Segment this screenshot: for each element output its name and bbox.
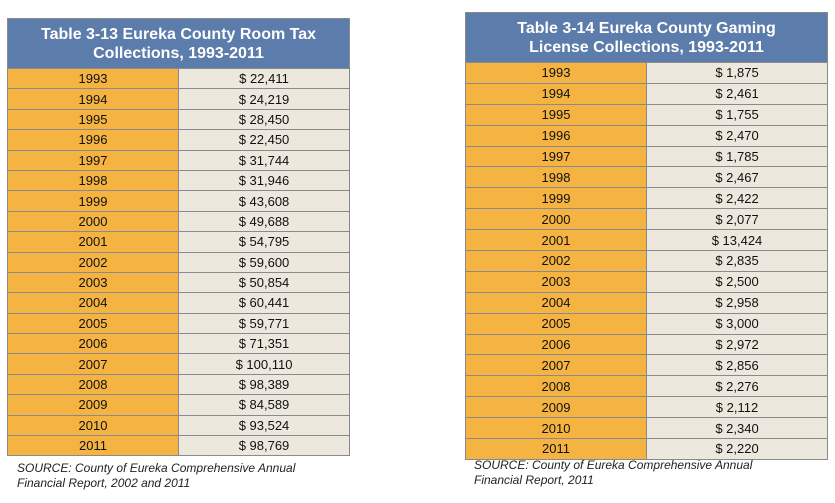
- room-tax-table-wrapper: [7, 18, 350, 456]
- gaming-source-line2: Financial Report, 2011: [474, 473, 594, 487]
- table-row: [8, 109, 350, 129]
- year-cell: 2009: [8, 395, 179, 415]
- table-row: [466, 397, 828, 418]
- year-cell: 1994: [466, 83, 647, 104]
- room-tax-table-body: [8, 69, 350, 456]
- amount-cell: $ 84,589: [179, 395, 350, 415]
- gaming-source-note: [474, 458, 814, 488]
- table-row: [8, 293, 350, 313]
- table-row: [466, 376, 828, 397]
- table-row: [466, 167, 828, 188]
- room-tax-source-line2: Financial Report, 2002 and 2011: [17, 476, 191, 490]
- year-cell: 2010: [466, 418, 647, 439]
- year-cell: 2011: [466, 439, 647, 460]
- amount-cell: $ 2,461: [647, 83, 828, 104]
- amount-cell: $ 2,958: [647, 292, 828, 313]
- amount-cell: $ 43,608: [179, 191, 350, 211]
- gaming-license-table-body: [466, 63, 828, 460]
- table-row: [466, 209, 828, 230]
- table-row: [466, 334, 828, 355]
- year-cell: 2008: [8, 374, 179, 394]
- amount-cell: $ 2,470: [647, 125, 828, 146]
- amount-cell: $ 24,219: [179, 89, 350, 109]
- amount-cell: $ 2,077: [647, 209, 828, 230]
- table-row: [8, 69, 350, 89]
- table-row: [466, 439, 828, 460]
- year-cell: 2010: [8, 415, 179, 435]
- amount-cell: $ 2,467: [647, 167, 828, 188]
- table-row: [466, 271, 828, 292]
- year-cell: 1999: [8, 191, 179, 211]
- amount-cell: $ 2,276: [647, 376, 828, 397]
- gaming-title-line1: Table 3-14 Eureka County Gaming: [517, 19, 776, 37]
- amount-cell: $ 2,340: [647, 418, 828, 439]
- year-cell: 2008: [466, 376, 647, 397]
- amount-cell: $ 31,946: [179, 170, 350, 190]
- table-row: [466, 292, 828, 313]
- amount-cell: $ 2,422: [647, 188, 828, 209]
- table-row: [8, 272, 350, 292]
- table-row: [466, 418, 828, 439]
- amount-cell: $ 49,688: [179, 211, 350, 231]
- year-cell: 2009: [466, 397, 647, 418]
- table-row: [466, 104, 828, 125]
- year-cell: 2005: [8, 313, 179, 333]
- table-row: [466, 63, 828, 84]
- amount-cell: $ 13,424: [647, 230, 828, 251]
- table-row: [8, 150, 350, 170]
- amount-cell: $ 59,600: [179, 252, 350, 272]
- table-row: [8, 415, 350, 435]
- table-row: [466, 146, 828, 167]
- table-row: [466, 355, 828, 376]
- year-cell: 2003: [466, 271, 647, 292]
- amount-cell: $ 71,351: [179, 334, 350, 354]
- gaming-title-line2: License Collections, 1993-2011: [529, 38, 764, 56]
- year-cell: 1995: [8, 109, 179, 129]
- room-tax-table-title: [8, 19, 350, 69]
- amount-cell: $ 50,854: [179, 272, 350, 292]
- year-cell: 1993: [466, 63, 647, 84]
- amount-cell: $ 22,411: [179, 69, 350, 89]
- amount-cell: $ 22,450: [179, 130, 350, 150]
- table-row: [8, 313, 350, 333]
- amount-cell: $ 2,835: [647, 251, 828, 272]
- amount-cell: $ 98,389: [179, 374, 350, 394]
- table-row: [8, 395, 350, 415]
- year-cell: 2001: [466, 230, 647, 251]
- amount-cell: $ 3,000: [647, 313, 828, 334]
- year-cell: 2004: [8, 293, 179, 313]
- table-row: [8, 89, 350, 109]
- amount-cell: $ 2,856: [647, 355, 828, 376]
- year-cell: 2006: [466, 334, 647, 355]
- amount-cell: $ 54,795: [179, 232, 350, 252]
- amount-cell: $ 28,450: [179, 109, 350, 129]
- table-row: [8, 436, 350, 456]
- table-row: [466, 251, 828, 272]
- year-cell: 1998: [466, 167, 647, 188]
- year-cell: 1998: [8, 170, 179, 190]
- amount-cell: $ 2,112: [647, 397, 828, 418]
- amount-cell: $ 1,875: [647, 63, 828, 84]
- table-row: [466, 313, 828, 334]
- year-cell: 2011: [8, 436, 179, 456]
- table-row: [466, 188, 828, 209]
- table-row: [8, 252, 350, 272]
- gaming-license-table: [465, 12, 828, 460]
- room-tax-source-note: [17, 461, 347, 491]
- amount-cell: $ 93,524: [179, 415, 350, 435]
- gaming-source-line1: SOURCE: County of Eureka Comprehensive Annual: [474, 458, 753, 472]
- gaming-license-table-wrapper: [465, 12, 828, 460]
- room-tax-title-line1: Table 3-13 Eureka County Room Tax: [40, 25, 317, 43]
- amount-cell: $ 2,220: [647, 439, 828, 460]
- year-cell: 2003: [8, 272, 179, 292]
- table-row: [8, 130, 350, 150]
- room-tax-source-line1: SOURCE: County of Eureka Comprehensive Annual: [17, 461, 296, 475]
- room-tax-table: [7, 18, 350, 456]
- year-cell: 2000: [466, 209, 647, 230]
- year-cell: 2005: [466, 313, 647, 334]
- year-cell: 2000: [8, 211, 179, 231]
- year-cell: 1993: [8, 69, 179, 89]
- year-cell: 1999: [466, 188, 647, 209]
- year-cell: 2004: [466, 292, 647, 313]
- year-cell: 2007: [8, 354, 179, 374]
- table-row: [8, 170, 350, 190]
- table-row: [8, 191, 350, 211]
- year-cell: 2001: [8, 232, 179, 252]
- amount-cell: $ 60,441: [179, 293, 350, 313]
- table-row: [466, 230, 828, 251]
- year-cell: 2006: [8, 334, 179, 354]
- table-row: [8, 211, 350, 231]
- table-row: [466, 125, 828, 146]
- amount-cell: $ 2,500: [647, 271, 828, 292]
- year-cell: 2002: [466, 251, 647, 272]
- amount-cell: $ 31,744: [179, 150, 350, 170]
- year-cell: 2002: [8, 252, 179, 272]
- amount-cell: $ 100,110: [179, 354, 350, 374]
- table-row: [8, 354, 350, 374]
- room-tax-title-line2: Collections, 1993-2011: [93, 44, 264, 62]
- year-cell: 1997: [8, 150, 179, 170]
- year-cell: 1994: [8, 89, 179, 109]
- table-row: [8, 334, 350, 354]
- gaming-license-table-title: [466, 13, 828, 63]
- year-cell: 2007: [466, 355, 647, 376]
- table-row: [466, 83, 828, 104]
- amount-cell: $ 59,771: [179, 313, 350, 333]
- amount-cell: $ 2,972: [647, 334, 828, 355]
- year-cell: 1996: [466, 125, 647, 146]
- year-cell: 1995: [466, 104, 647, 125]
- amount-cell: $ 1,755: [647, 104, 828, 125]
- table-row: [8, 232, 350, 252]
- amount-cell: $ 98,769: [179, 436, 350, 456]
- year-cell: 1997: [466, 146, 647, 167]
- table-row: [8, 374, 350, 394]
- year-cell: 1996: [8, 130, 179, 150]
- amount-cell: $ 1,785: [647, 146, 828, 167]
